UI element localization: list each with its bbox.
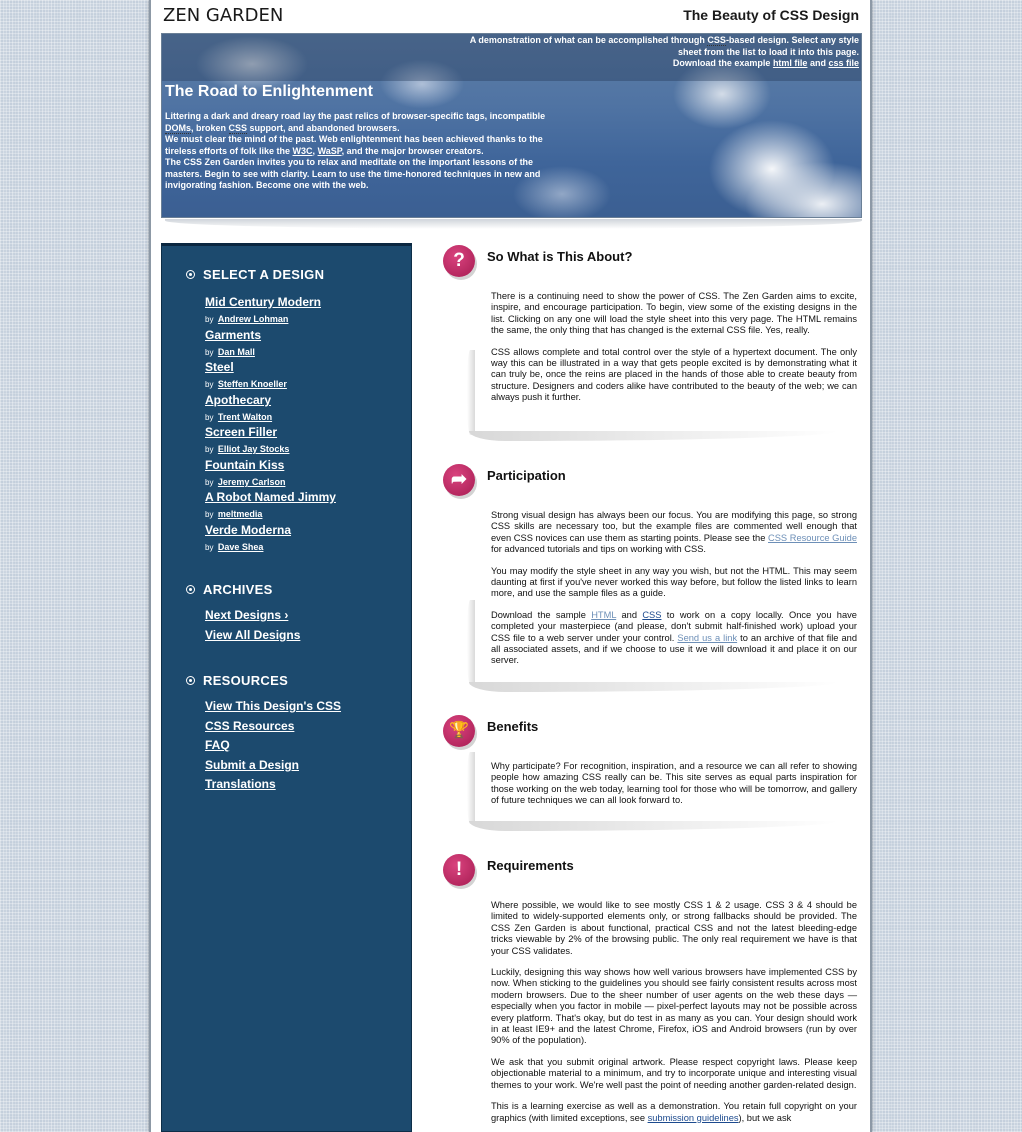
sample-css-link[interactable]: CSS (642, 609, 662, 620)
design-author-link[interactable]: Trent Walton (217, 412, 273, 422)
html-file-link[interactable]: html file (772, 58, 808, 68)
design-author-link[interactable]: Dave Shea (217, 542, 264, 552)
trophy-icon: 🏆 (443, 715, 475, 747)
section-title-about: So What is This About? (487, 249, 633, 264)
bullet-icon (186, 270, 195, 279)
design-author-link[interactable]: Andrew Lohman (217, 314, 289, 324)
bullet-icon (186, 676, 195, 685)
exclamation-icon: ! (443, 854, 475, 886)
site-logo: ZEN GARDEN (163, 5, 284, 26)
design-link[interactable]: Apothecary (205, 393, 272, 407)
design-link[interactable]: Screen Filler (205, 425, 278, 439)
section-title-participation: Participation (487, 468, 566, 483)
design-item: A Robot Named Jimmy by meltmedia (205, 490, 336, 519)
send-link-link[interactable]: Send us a link (677, 632, 738, 643)
section-curve (467, 350, 475, 435)
banner-intro: A demonstration of what can be accomplished through CSS-based design. Select any style sheet from the list to load it into this page. Download the example html file and css file (469, 35, 859, 68)
design-link[interactable]: Fountain Kiss (205, 458, 285, 472)
section-curve (467, 752, 475, 824)
submit-design-link[interactable]: Submit a Design (205, 758, 300, 772)
view-design-css-link[interactable]: View This Design's CSS (205, 699, 342, 713)
design-item: Garments by Dan Mall (205, 328, 262, 357)
design-link[interactable]: Steel (205, 360, 234, 374)
banner-text: Littering a dark and dreary road lay the past relics of browser-specific tags, incompatible DOMs, broken CSS support, and abandoned browsers. We must clear the mind of the past. Web enlightenment has been achieved thanks to the tireless efforts of folk like the W3C, WaSP, and the major browser creators. The CSS Zen Garden invites you to relax and meditate on the important lessons of the masters. Begin to see with clarity. Learn to use the time-honored techniques in new and invigorating fashion. Become one with the web. (165, 111, 546, 190)
design-author-link[interactable]: Jeremy Carlson (217, 477, 286, 487)
design-author-link[interactable]: Elliot Jay Stocks (217, 444, 290, 454)
banner (161, 33, 862, 218)
faq-link[interactable]: FAQ (205, 738, 230, 752)
section-divider (469, 431, 839, 441)
select-design-heading: SELECT A DESIGN (186, 267, 324, 282)
page-container (149, 0, 872, 1132)
section-body-requirements: Where possible, we would like to see mostly CSS 1 & 2 usage. CSS 3 & 4 should be limited to widely-supported elements only, or strong fallbacks should be provided. The CSS Zen Garden is about functional, practical CSS and not the latest bleeding-edge tricks viewable by 2% of the browsing public. The only real requirement we have is that your CSS validates. Luckily, designing this way shows how well various browsers have implemented CSS by now. When sticking to the guidelines you should see fairly consistent results across most modern browsers. Due to the sheer number of user agents on the web these days — especially when you factor in mobile — pixel-perfect layouts may not be possible across every platform. That's okay, but do test in as many as you can. Your design should work in at least IE9+ and the latest Chrome, Firefox, iOS and Android browsers (run by over 90% of the population). We ask that you submit original artwork. Please respect copyright laws. Please keep objectionable material to a minimum, and try to incorporate unique and interesting visual themes to your work. We're well past the point of needing another garden-related design. This is a learning exercise as well as a demonstration. You retain full copyright on your graphics (with limited exceptions, see submission guidelines), but we ask (491, 900, 857, 1123)
design-author-link[interactable]: Steffen Knoeller (217, 379, 287, 389)
design-item: Screen Filler by Elliot Jay Stocks (205, 425, 290, 454)
design-item: Fountain Kiss by Jeremy Carlson (205, 458, 286, 487)
design-item: Steel by Steffen Knoeller (205, 360, 287, 389)
section-body-benefits: Why participate? For recognition, inspiration, and a resource we can all refer to showing people how amazing CSS really can be. This site serves as equal parts inspiration for those working on the web today, learning tool for those who will be tomorrow, and gallery of future techniques we can all look forward to. (491, 761, 857, 806)
section-divider (469, 682, 839, 692)
section-body-about: There is a continuing need to show the power of CSS. The Zen Garden aims to excite, inspire, and encourage participation. To begin, view some of the existing designs in the list. Clicking on any one will load the style sheet into this very page. The HTML remains the same, the only thing that has changed is the external CSS file. Yes, really. CSS allows complete and total control over the style of a hypertext document. The only way this can be illustrated in a way that gets people excited is by demonstrating what it can truly be, once the reins are placed in the hands of those able to create beauty from structure. Designers and coders alike have contributed to the beauty of the web; we can always push it further. (491, 291, 857, 403)
css-resource-guide-link[interactable]: CSS Resource Guide (768, 532, 857, 543)
bullet-icon (186, 585, 195, 594)
design-link[interactable]: Mid Century Modern (205, 295, 321, 309)
sidebar (161, 243, 412, 1132)
design-link[interactable]: Garments (205, 328, 262, 342)
view-all-designs-link[interactable]: View All Designs (205, 628, 301, 642)
design-item: Apothecary by Trent Walton (205, 393, 273, 422)
banner-title: The Road to Enlightenment (165, 83, 373, 100)
section-title-benefits: Benefits (487, 719, 539, 734)
section-title-requirements: Requirements (487, 858, 574, 873)
design-item: Verde Moderna by Dave Shea (205, 523, 292, 552)
translations-link[interactable]: Translations (205, 777, 276, 791)
sample-html-link[interactable]: HTML (591, 609, 617, 620)
archives-heading: ARCHIVES (186, 582, 273, 597)
design-author-link[interactable]: meltmedia (217, 509, 263, 519)
css-resources-link[interactable]: CSS Resources (205, 719, 295, 733)
design-link[interactable]: Verde Moderna (205, 523, 292, 537)
wasp-link[interactable]: WaSP (317, 145, 342, 156)
css-file-link[interactable]: css file (828, 58, 859, 68)
section-body-participation: Strong visual design has always been our focus. You are modifying this page, so strong CSS skills are necessary too, but the example files are commented well enough that even CSS novices can use them as starting points. Please see the CSS Resource Guide for advanced tutorials and tips on working with CSS. You may modify the style sheet in any way you wish, but not the HTML. This may seem daunting at first if you've never worked this way before, but follow the listed links to learn more, and use the sample files as a guide. Download the sample HTML and CSS to work on a copy locally. Once you have completed your masterpiece (and please, don't submit half-finished work) upload your CSS file to a web server under your control. Send us a link to an archive of that file and all associated assets, and if we choose to use it we will download it and place it on our server. (491, 510, 857, 666)
resources-heading: RESOURCES (186, 673, 288, 688)
submission-guidelines-link[interactable]: submission guidelines (647, 1112, 739, 1123)
next-designs-link[interactable]: Next Designs › (205, 608, 289, 622)
design-item: Mid Century Modern by Andrew Lohman (205, 295, 321, 324)
section-curve (467, 600, 475, 685)
design-link[interactable]: A Robot Named Jimmy (205, 490, 336, 504)
design-author-link[interactable]: Dan Mall (217, 347, 255, 357)
question-icon: ? (443, 245, 475, 277)
w3c-link[interactable]: W3C (292, 145, 313, 156)
arrow-icon: ➦ (443, 464, 475, 496)
section-divider (469, 821, 839, 831)
banner-shadow (165, 219, 862, 229)
site-tagline: The Beauty of CSS Design (683, 7, 859, 23)
